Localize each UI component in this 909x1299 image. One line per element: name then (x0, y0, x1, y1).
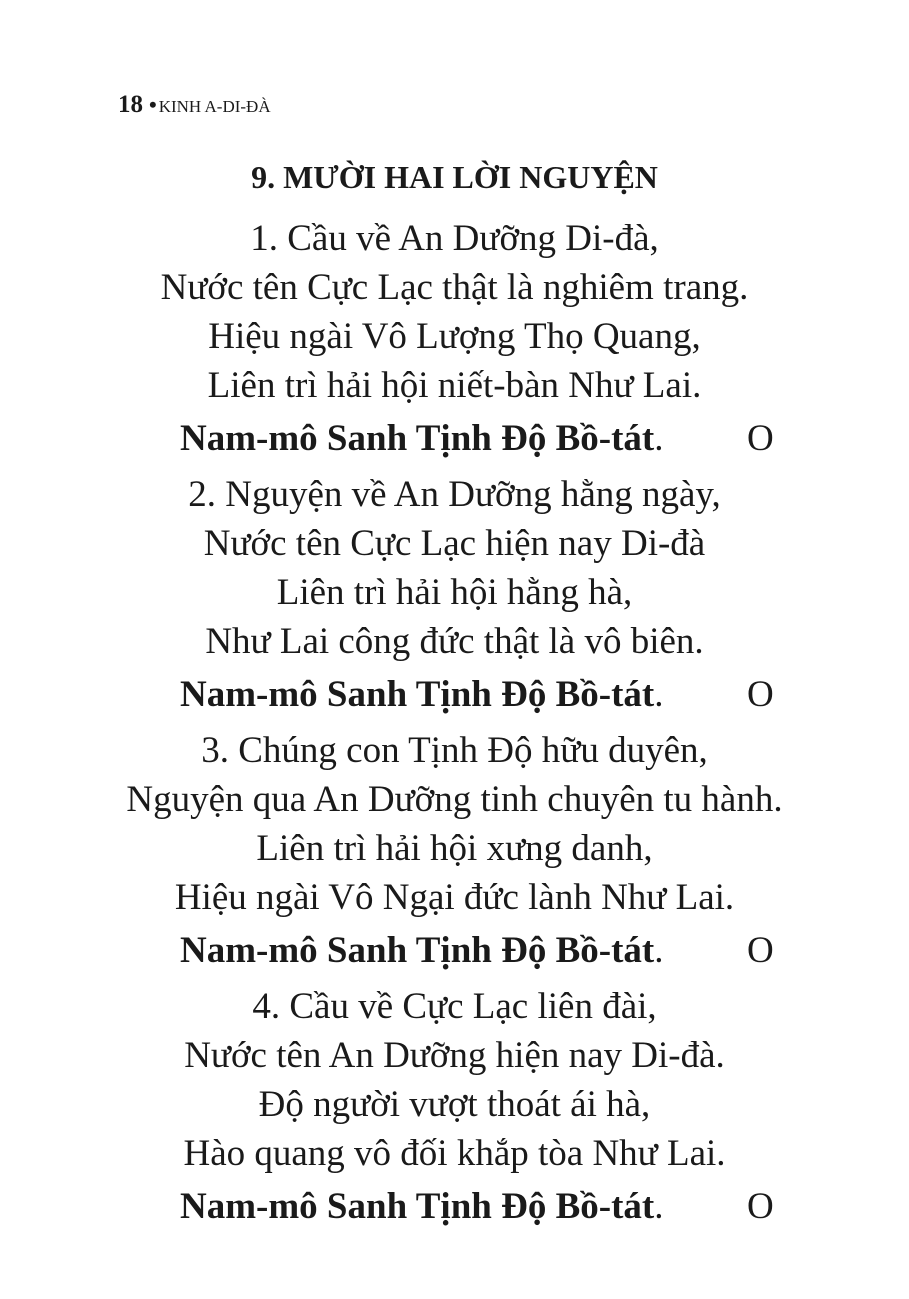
verse-line: 3. Chúng con Tịnh Độ hữu duyên, (201, 730, 708, 771)
running-header (118, 92, 271, 117)
verse-line: Như Lai công đức thật là vô biên. (205, 621, 704, 662)
refrain-line (0, 1178, 909, 1236)
stanza-3 (0, 726, 909, 982)
verse-line: Hiệu ngài Vô Lượng Thọ Quang, (208, 316, 701, 357)
bell-mark: O (747, 930, 774, 971)
refrain-line (0, 410, 909, 468)
refrain-period: . (654, 674, 664, 715)
refrain-text (180, 410, 663, 468)
verse-line: Độ người vượt thoát ái hà, (258, 1084, 651, 1125)
verse-line: Nguyện qua An Dưỡng tinh chuyên tu hành. (126, 779, 783, 820)
stanza-1 (0, 214, 909, 470)
refrain-text (180, 922, 663, 980)
verse-line: Hiệu ngài Vô Ngại đức lành Như Lai. (174, 877, 735, 918)
refrain-period: . (654, 418, 664, 459)
verse-line: Nước tên Cực Lạc thật là nghiêm trang. (160, 267, 749, 308)
refrain-period: . (654, 930, 664, 971)
refrain-invocation: Nam-mô Sanh Tịnh Độ Bồ-tát (180, 930, 655, 971)
verse-line: 1. Cầu về An Dưỡng Di-đà, (250, 218, 659, 259)
bell-mark: O (747, 674, 774, 715)
refrain-line (0, 922, 909, 980)
verse-line: Liên trì hải hội niết-bàn Như Lai. (207, 365, 702, 406)
verse-line: Nước tên An Dưỡng hiện nay Di-đà. (184, 1035, 725, 1076)
verse-body (0, 214, 909, 1238)
refrain-text (180, 666, 663, 724)
bell-mark: O (747, 418, 774, 459)
page-number: 18 (118, 91, 143, 118)
header-bullet: • (149, 92, 157, 117)
book-title: KINH A-DI-ĐÀ (158, 97, 271, 116)
verse-line: Liên trì hải hội hằng hà, (276, 572, 633, 613)
section-title: 9. MƯỜI HAI LỜI NGUYỆN (251, 159, 658, 195)
refrain-invocation: Nam-mô Sanh Tịnh Độ Bồ-tát (180, 418, 655, 459)
verse-line: Hào quang vô đối khắp tòa Như Lai. (183, 1133, 726, 1174)
bell-mark: O (747, 1186, 774, 1227)
stanza-4 (0, 982, 909, 1238)
verse-line: Liên trì hải hội xưng danh, (256, 828, 653, 869)
refrain-invocation: Nam-mô Sanh Tịnh Độ Bồ-tát (180, 674, 655, 715)
verse-line: 4. Cầu về Cực Lạc liên đài, (252, 986, 657, 1027)
verse-line: 2. Nguyện về An Dưỡng hằng ngày, (188, 474, 721, 515)
verse-line: Nước tên Cực Lạc hiện nay Di-đà (203, 523, 706, 564)
refrain-period: . (654, 1186, 664, 1227)
refrain-invocation: Nam-mô Sanh Tịnh Độ Bồ-tát (180, 1186, 655, 1227)
stanza-2 (0, 470, 909, 726)
refrain-line (0, 666, 909, 724)
refrain-text (180, 1178, 663, 1236)
